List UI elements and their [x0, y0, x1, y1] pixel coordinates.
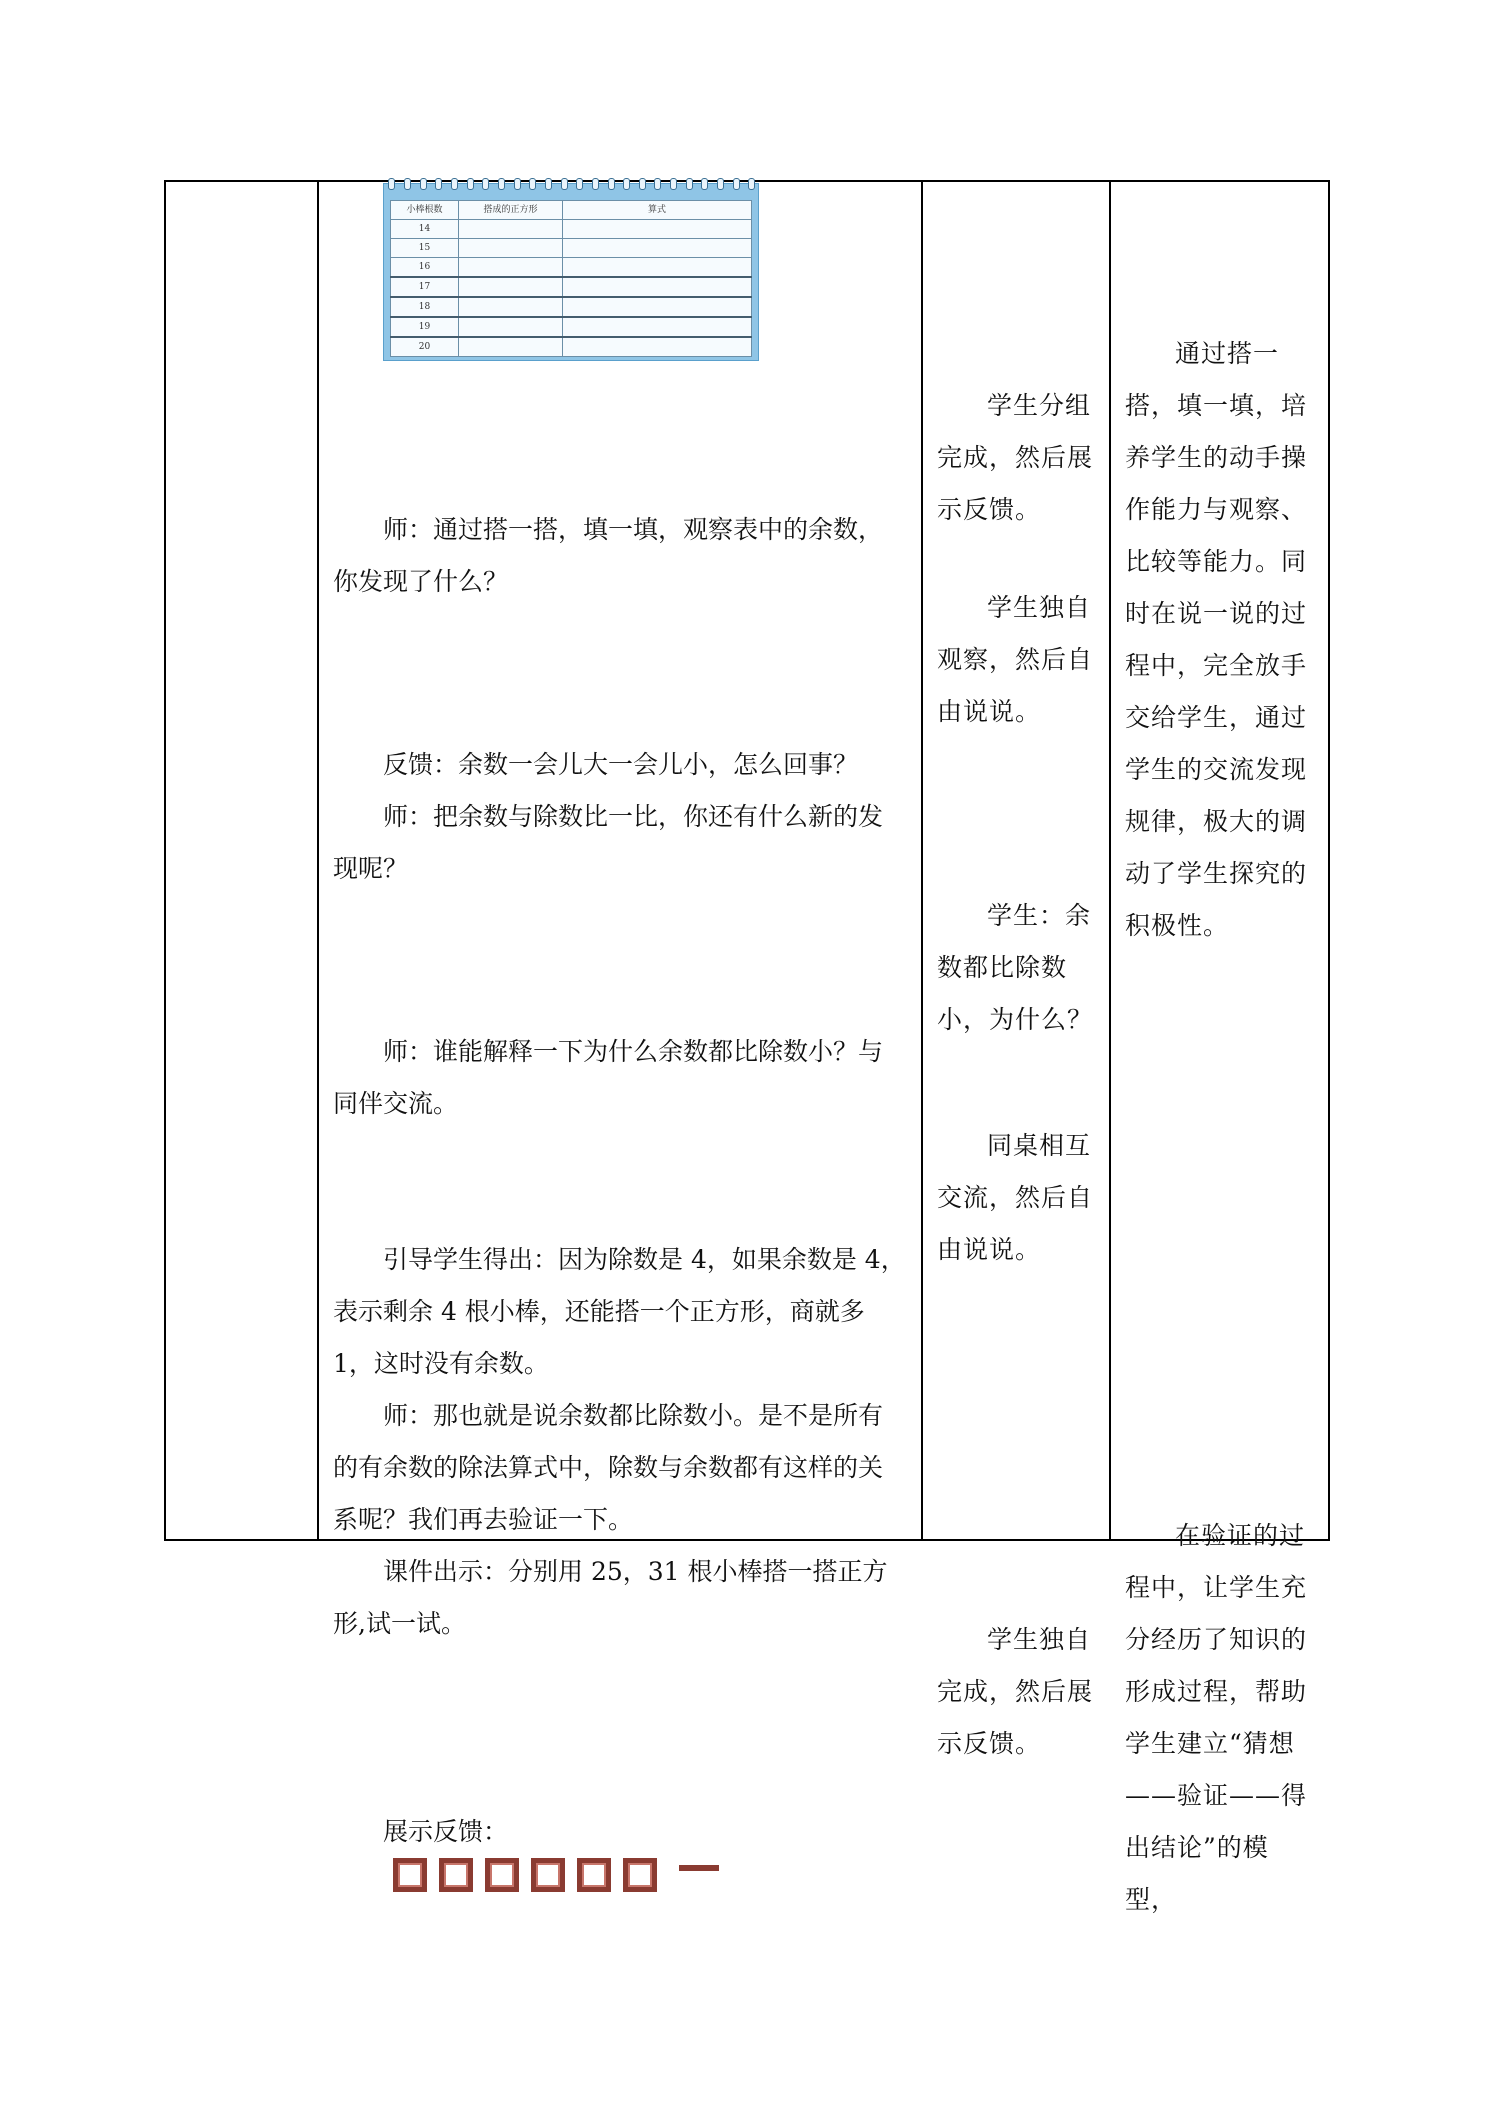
student-activity-2: 学生独自观察，然后自由说说。: [937, 593, 1094, 726]
student-activity-5: 学生独自完成，然后展示反馈。: [937, 1625, 1094, 1758]
blank-cell: [563, 277, 752, 297]
spiral-binding: [384, 178, 760, 190]
table-row: [391, 220, 752, 239]
header-squares: 搭成的正方形: [459, 201, 563, 220]
blank-cell: [563, 239, 752, 258]
guided-conclusion: 引导学生得出：因为除数是 4，如果余数是 4，表示剩余 4 根小棒，还能搭一个正方形，商就多 1，这时没有余数。: [333, 1245, 906, 1378]
design-intent-1: 通过搭一搭，填一填，培养学生的动手操作能力与观察、比较等能力。同时在说一说的过程中，完全放手交给学生，通过学生的交流发现规律，极大的调动了学生探究的积极性。: [1125, 339, 1308, 940]
table-row: [391, 297, 752, 317]
blank-cell: [459, 337, 563, 357]
stick-count-value: 17: [391, 277, 459, 297]
blank-cell: [563, 297, 752, 317]
design-intent-2: 在验证的过程中，让学生充分经历了知识的形成过程，帮助学生建立“猜想——验证——得出结论”的模型，: [1125, 1521, 1308, 1914]
stick-count-value: 16: [391, 258, 459, 278]
teacher-question-1: 师：通过搭一搭，填一填，观察表中的余数，你发现了什么？: [333, 515, 884, 596]
stick-count-value: 15: [391, 239, 459, 258]
stick-count-value: 14: [391, 220, 459, 239]
header-stick-count: 小棒根数: [391, 201, 459, 220]
stick-square: [577, 1858, 611, 1892]
teacher-question-3: 师：谁能解释一下为什么余数都比除数小？与同伴交流。: [333, 1037, 884, 1118]
display-feedback: 展示反馈：: [383, 1817, 509, 1846]
stick-square: [393, 1858, 427, 1892]
blank-cell: [459, 297, 563, 317]
header-formula: 算式: [563, 201, 752, 220]
stick-count-value: 19: [391, 317, 459, 337]
table-row: [391, 258, 752, 278]
lesson-step-cell: [166, 182, 317, 1539]
table-row: [391, 337, 752, 357]
stick-count-value: 20: [391, 337, 459, 357]
table-row: [391, 317, 752, 337]
stick-squares-illustration: [393, 1853, 719, 1897]
stick-square: [623, 1858, 657, 1892]
table-header-row: [391, 201, 752, 220]
stick-square: [485, 1858, 519, 1892]
student-activity-3: 学生：余数都比除数小，为什么？: [937, 901, 1094, 1034]
teacher-activity-cell: [319, 182, 921, 1846]
table-row: [391, 239, 752, 258]
teacher-question-4: 师：那也就是说余数都比除数小。是不是所有的有余数的除法算式中，除数与余数都有这样的关系呢？我们再去验证一下。: [333, 1401, 884, 1534]
teacher-question-2: 师：把余数与除数比一比，你还有什么新的发现呢？: [333, 802, 884, 883]
stick-square: [439, 1858, 473, 1892]
table-row: [391, 277, 752, 297]
stick-count-table: [390, 200, 752, 357]
student-activity-4: 同桌相互交流，然后自由说说。: [937, 1131, 1094, 1264]
blank-cell: [459, 220, 563, 239]
notebook-table-image: [383, 183, 759, 361]
blank-cell: [563, 258, 752, 278]
design-intent-cell: [1111, 182, 1332, 1914]
blank-cell: [459, 277, 563, 297]
stick-square: [531, 1858, 565, 1892]
courseware-prompt: 课件出示：分别用 25，31 根小棒搭一搭正方形,试一试。: [333, 1557, 888, 1638]
blank-cell: [563, 220, 752, 239]
lesson-table: [164, 180, 1330, 1914]
blank-cell: [459, 317, 563, 337]
blank-cell: [563, 317, 752, 337]
leftover-stick: [679, 1865, 719, 1871]
stick-count-value: 18: [391, 297, 459, 317]
student-activity-1: 学生分组完成，然后展示反馈。: [937, 391, 1094, 524]
student-activity-cell: [923, 182, 1109, 1758]
blank-cell: [459, 239, 563, 258]
blank-cell: [563, 337, 752, 357]
blank-cell: [459, 258, 563, 278]
feedback-1: 反馈：余数一会儿大一会儿小，怎么回事？: [383, 750, 859, 779]
